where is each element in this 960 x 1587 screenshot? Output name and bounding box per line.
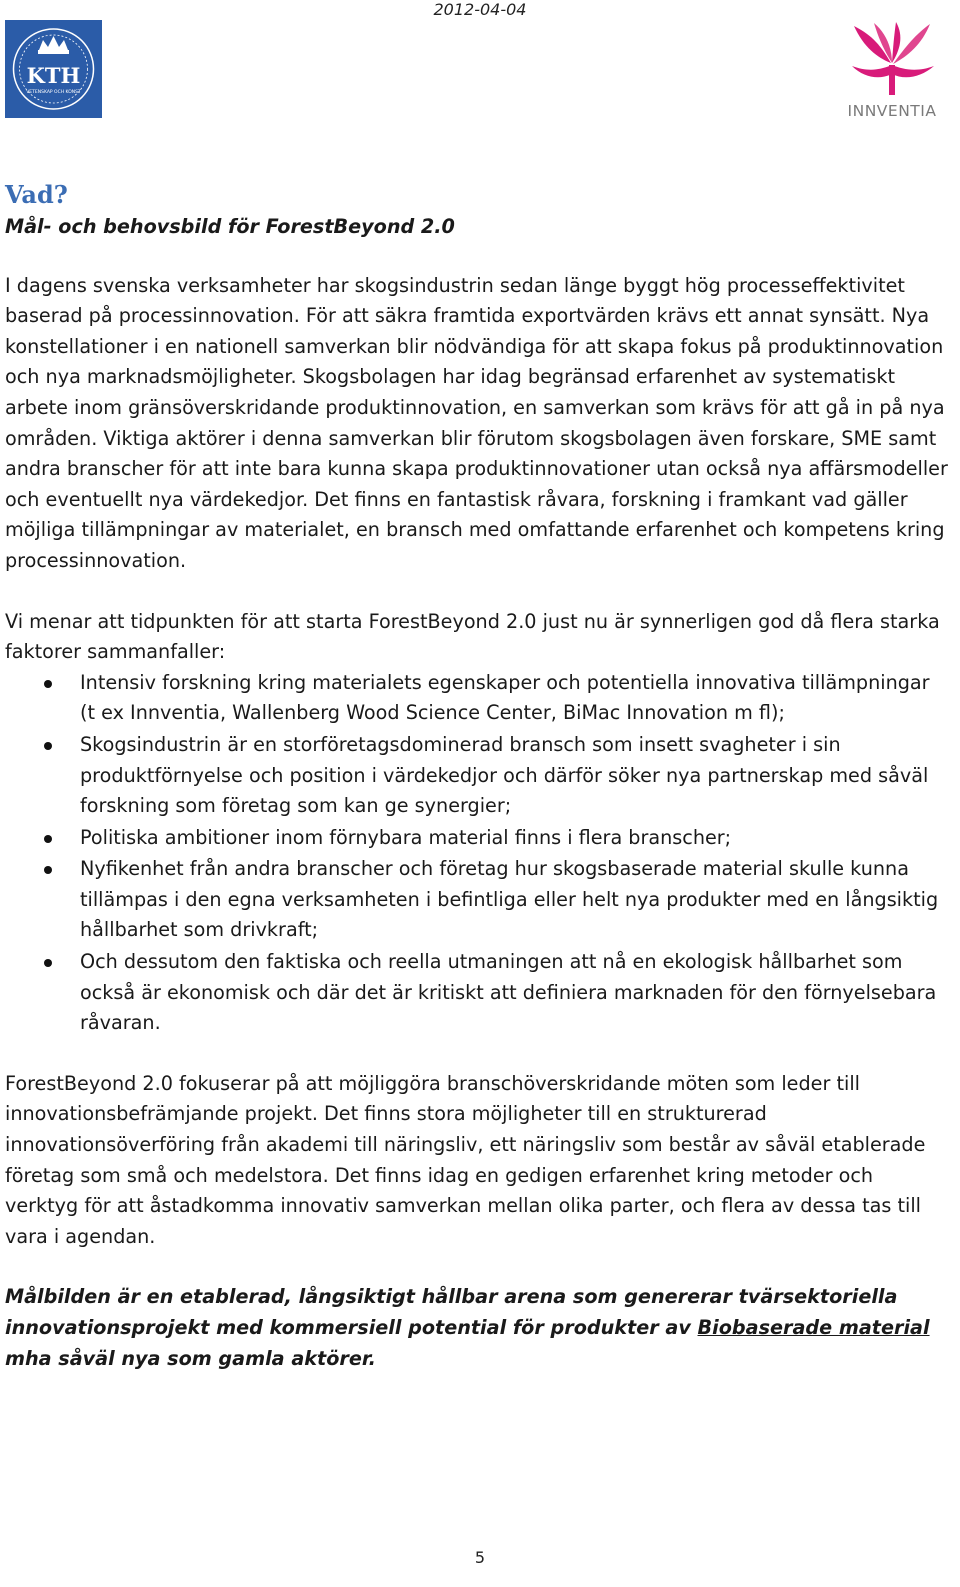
list-item: Skogsindustrin är en storföretagsdominerad bransch som insett svagheter i sin produktförnyelse och position i värdekedjor och därför söker nya partnerskap med såväl forskning som företag som kan ge synergier; <box>5 730 950 822</box>
paragraph-intro: I dagens svenska verksamheter har skogsindustrin sedan länge byggt hög processeffektivitet baserad på processinnovation. För att säkra framtida exportvärden krävs ett annat synsätt. Nya konstellationer i en nationell samverkan blir nödvändiga för att skapa fokus på produktinnovation och nya marknadsmöjligheter. Skogsbolagen har idag begränsad erfarenhet av systematiskt arbete inom gränsöverskridande produktinnovation, en samverkan som krävs för att gå in på nya områden. Viktiga aktörer i denna samverkan blir förutom skogsbolagen även forskare, SME samt andra branscher för att inte bara kunna skapa produktinnovationer utan också nya affärsmodeller och eventuellt nya värdekedjor. Det finns en fantastisk råvara, forskning i framkant vad gäller möjliga tillämpningar av materialet, en bransch med omfattande erfarenhet och kompetens kring processinnovation. <box>5 273 948 572</box>
bullet-icon <box>44 680 52 688</box>
paragraph-focus: ForestBeyond 2.0 fokuserar på att möjliggöra branschöverskridande möten som leder till innovationsbefrämjande projekt. Det finns stora möjligheter till en strukturerad innovationsöverföring från akademi till näringsliv, ett näringsliv som består av såväl etablerade företag som små och medelstora. Det finns idag en gedigen erfarenhet kring metoder och verktyg för att åstadkomma innovativ samverkan mellan olika parter, och flera av dessa tas till vara i agendan. <box>5 1071 926 1248</box>
list-item: Och dessutom den faktiska och reella utmaningen att nå en ekologisk hållbarhet som också är ekonomisk och där det är kritiskt att definiera marknaden för den förnyelsebara råvaran. <box>5 947 950 1039</box>
header-date: 2012-04-04 <box>433 0 527 19</box>
svg-text:VETENSKAP OCH KONST: VETENSKAP OCH KONST <box>26 90 81 95</box>
section-subheading: Mål- och behovsbild för ForestBeyond 2.0 <box>5 215 455 238</box>
factor-list <box>5 668 950 1039</box>
innventia-logo <box>834 18 950 123</box>
bullet-icon <box>44 866 52 874</box>
section-heading: Vad? <box>5 180 68 209</box>
bullet-icon <box>44 835 52 843</box>
kth-logo <box>5 20 102 118</box>
biobased-material-link[interactable]: Biobaserade material <box>697 1316 930 1339</box>
page-number: 5 <box>474 1548 486 1567</box>
list-item: Politiska ambitioner inom förnybara material finns i flera branscher; <box>5 823 950 854</box>
list-item: Intensiv forskning kring materialets egenskaper och potentiella innovativa tillämpningar (t ex Innventia, Wallenberg Wood Science Center, BiMac Innovation m fl); <box>5 668 950 729</box>
list-item: Nyfikenhet från andra branscher och företag hur skogsbaserade material skulle kunna tillämpas i den egna verksamheten i befintliga eller helt nya produkter med en långsiktig hållbarhet som drivkraft; <box>5 854 950 946</box>
paragraph-timing: Vi menar att tidpunkten för att starta ForestBeyond 2.0 just nu är synnerligen god då flera starka faktorer sammanfaller: <box>5 609 940 664</box>
svg-text:KTH: KTH <box>26 63 81 88</box>
document-body <box>5 178 950 1374</box>
bullet-icon <box>44 742 52 750</box>
bullet-icon <box>44 959 52 967</box>
svg-text:INNVENTIA: INNVENTIA <box>847 102 937 120</box>
goal-statement: Målbilden är en etablerad, långsiktigt hållbar arena som genererar tvärsektoriella innovationsprojekt med kommersiell potential för produkter av Biobaserade material mha såväl nya som gamla aktörer. <box>5 1285 930 1370</box>
